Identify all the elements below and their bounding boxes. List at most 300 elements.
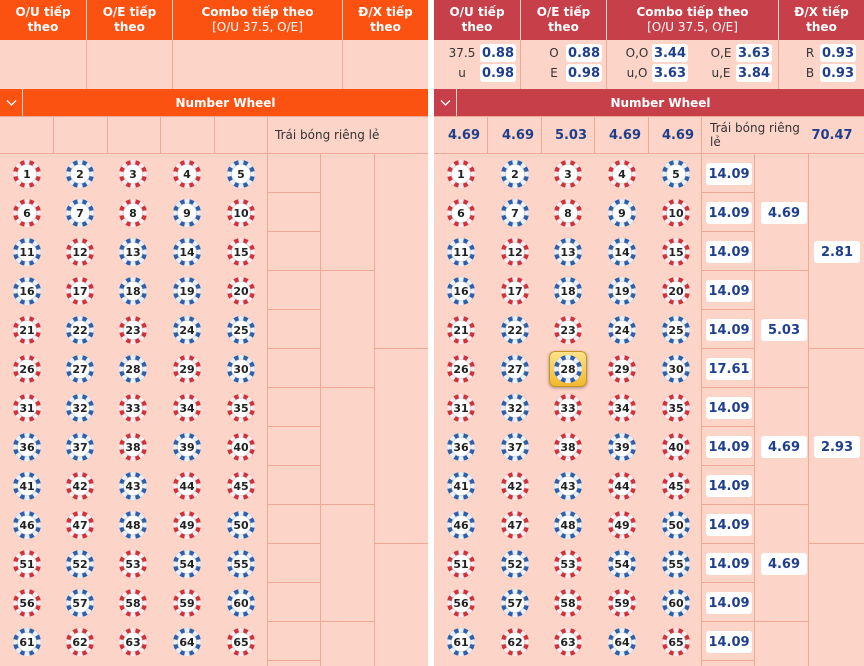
ball-number: 60	[233, 596, 249, 610]
lottery-ball[interactable]	[661, 510, 691, 540]
ball-number: 50	[233, 518, 249, 532]
single-ball-odds[interactable]: 70.47	[811, 127, 853, 143]
lottery-ball[interactable]	[172, 432, 202, 462]
lottery-ball[interactable]	[500, 354, 530, 384]
ball-number: 10	[233, 206, 249, 220]
lottery-ball[interactable]	[500, 588, 530, 618]
ball-number: 1	[23, 167, 31, 181]
row-odds[interactable]: 14.09	[706, 436, 752, 458]
number-wheel-bar: Number Wheel	[457, 89, 864, 116]
lottery-ball[interactable]	[446, 276, 476, 306]
lottery-ball[interactable]	[226, 549, 256, 579]
ball-number: 12	[507, 245, 523, 259]
lottery-ball[interactable]	[118, 276, 148, 306]
selected-ball[interactable]	[553, 354, 583, 384]
grid-line	[754, 270, 808, 271]
ball-number: 51	[453, 557, 469, 571]
combo-oe-label: O,E	[710, 46, 732, 60]
lottery-ball[interactable]	[607, 627, 637, 657]
lottery-ball[interactable]	[12, 510, 42, 540]
row-odds[interactable]: 14.09	[706, 280, 752, 302]
ball-number: 59	[614, 596, 630, 610]
lottery-ball[interactable]	[607, 432, 637, 462]
dx-red-label: R	[805, 46, 815, 60]
grid-line	[648, 116, 649, 154]
lottery-ball[interactable]	[118, 159, 148, 189]
row-odds[interactable]: 14.09	[706, 202, 752, 224]
lottery-ball[interactable]	[553, 549, 583, 579]
dx-red-odds[interactable]: 0.93	[821, 45, 855, 61]
ball-number: 65	[668, 635, 684, 649]
lottery-ball[interactable]	[226, 432, 256, 462]
ball-number: 3	[129, 167, 137, 181]
lottery-ball[interactable]	[607, 198, 637, 228]
lottery-ball[interactable]	[500, 393, 530, 423]
lottery-ball[interactable]	[12, 276, 42, 306]
grid-line	[701, 543, 754, 544]
lottery-ball[interactable]	[553, 393, 583, 423]
single-ball-label: Trái bóng riêng lẻ	[275, 128, 380, 142]
lottery-ball[interactable]	[661, 276, 691, 306]
ball-number: 32	[507, 401, 523, 415]
lottery-ball[interactable]	[65, 237, 95, 267]
lottery-ball[interactable]	[172, 354, 202, 384]
lottery-ball[interactable]	[553, 198, 583, 228]
lottery-ball[interactable]	[500, 432, 530, 462]
lottery-ball[interactable]	[12, 471, 42, 501]
ball-number: 43	[125, 479, 141, 493]
column-odds[interactable]: 5.03	[554, 127, 588, 143]
lottery-ball[interactable]	[172, 159, 202, 189]
ball-number: 21	[453, 323, 469, 337]
grid-line	[434, 116, 864, 117]
lottery-ball[interactable]	[661, 627, 691, 657]
left-betting-panel	[0, 0, 428, 666]
ball-number: 63	[560, 635, 576, 649]
lottery-ball[interactable]	[446, 237, 476, 267]
ball-number: 26	[453, 362, 469, 376]
combo-ue-label: u,E	[711, 66, 731, 80]
grid-line	[374, 153, 375, 666]
lottery-ball[interactable]	[65, 510, 95, 540]
lottery-ball[interactable]	[553, 315, 583, 345]
ball-number: 19	[179, 284, 195, 298]
grid-line	[267, 153, 268, 666]
lottery-ball[interactable]	[226, 198, 256, 228]
grid-line	[374, 348, 428, 349]
lottery-ball[interactable]	[118, 315, 148, 345]
ball-number: 27	[507, 362, 523, 376]
ball-number: 24	[614, 323, 630, 337]
lottery-ball[interactable]	[446, 198, 476, 228]
grid-line	[701, 270, 754, 271]
group-odds[interactable]: 5.03	[761, 319, 807, 341]
lottery-ball[interactable]	[607, 276, 637, 306]
ball-number: 41	[453, 479, 469, 493]
lottery-ball[interactable]	[226, 276, 256, 306]
lottery-ball[interactable]	[118, 549, 148, 579]
lottery-ball[interactable]	[500, 159, 530, 189]
combo-uo-label: u,O	[626, 66, 648, 80]
combo-oo-odds[interactable]: 3.44	[653, 45, 687, 61]
lottery-ball[interactable]	[65, 588, 95, 618]
lottery-ball[interactable]	[172, 471, 202, 501]
ball-number: 3	[564, 167, 572, 181]
grid-line	[808, 348, 864, 349]
ball-number: 30	[233, 362, 249, 376]
lottery-ball[interactable]	[12, 588, 42, 618]
ball-number: 4	[618, 167, 626, 181]
ball-number: 35	[233, 401, 249, 415]
ball-number: 48	[560, 518, 576, 532]
lottery-ball[interactable]	[65, 354, 95, 384]
ball-number: 27	[72, 362, 88, 376]
grid-line	[320, 270, 374, 271]
lottery-ball[interactable]	[172, 549, 202, 579]
ball-number: 63	[125, 635, 141, 649]
grid-line	[701, 387, 754, 388]
lottery-ball[interactable]	[226, 237, 256, 267]
ball-number: 23	[125, 323, 141, 337]
grid-line	[701, 153, 702, 666]
lottery-ball[interactable]	[661, 393, 691, 423]
lottery-ball[interactable]	[65, 549, 95, 579]
ball-number: 38	[125, 440, 141, 454]
row-odds[interactable]: 17.61	[706, 358, 752, 380]
row-odds[interactable]: 14.09	[706, 319, 752, 341]
grid-line	[267, 543, 320, 544]
row-odds[interactable]: 14.09	[706, 241, 752, 263]
ou-under-label: u	[458, 66, 466, 80]
oe-header: O/E tiếp theo	[521, 0, 606, 40]
grid-line	[267, 348, 320, 349]
ball-number: 11	[19, 245, 35, 259]
ball-number: 54	[179, 557, 195, 571]
lottery-ball[interactable]	[172, 627, 202, 657]
lottery-ball[interactable]	[118, 510, 148, 540]
lottery-ball[interactable]	[226, 471, 256, 501]
ball-number: 39	[614, 440, 630, 454]
oe-even-odds[interactable]: 0.98	[567, 65, 601, 81]
lottery-ball[interactable]	[65, 315, 95, 345]
ball-number: 12	[72, 245, 88, 259]
lottery-ball[interactable]	[607, 471, 637, 501]
lottery-ball[interactable]	[172, 198, 202, 228]
lottery-ball[interactable]	[500, 549, 530, 579]
grid-line	[214, 116, 215, 154]
grid-line	[487, 116, 488, 154]
ball-number: 50	[668, 518, 684, 532]
oe-odd-label: O	[549, 46, 559, 60]
ball-number: 64	[179, 635, 195, 649]
grid-line	[267, 116, 268, 154]
right-betting-panel	[434, 0, 864, 666]
large-group-odds[interactable]: 2.81	[814, 241, 860, 263]
lottery-ball[interactable]	[661, 315, 691, 345]
lottery-ball[interactable]	[446, 159, 476, 189]
lottery-ball[interactable]	[12, 549, 42, 579]
large-group-odds[interactable]: 2.93	[814, 436, 860, 458]
grid-line	[0, 116, 428, 117]
lottery-ball[interactable]	[661, 198, 691, 228]
dx-blue-odds[interactable]: 0.93	[821, 65, 855, 81]
lottery-ball[interactable]	[172, 276, 202, 306]
grid-line	[754, 504, 808, 505]
ball-number: 43	[560, 479, 576, 493]
ball-number: 36	[19, 440, 35, 454]
collapse-toggle[interactable]	[0, 89, 22, 116]
ball-number: 44	[614, 479, 630, 493]
lottery-ball[interactable]	[607, 354, 637, 384]
lottery-ball[interactable]	[500, 315, 530, 345]
lottery-ball[interactable]	[607, 510, 637, 540]
lottery-ball[interactable]	[661, 549, 691, 579]
ball-number: 40	[233, 440, 249, 454]
lottery-ball[interactable]	[500, 276, 530, 306]
lottery-ball[interactable]	[607, 393, 637, 423]
ball-number: 52	[507, 557, 523, 571]
ball-number: 7	[76, 206, 84, 220]
lottery-ball[interactable]	[65, 471, 95, 501]
grid-line	[754, 153, 755, 666]
ball-number: 28	[125, 362, 141, 376]
row-odds[interactable]: 14.09	[706, 514, 752, 536]
ball-number: 22	[72, 323, 88, 337]
column-odds[interactable]: 4.69	[661, 127, 695, 143]
lottery-ball[interactable]	[661, 471, 691, 501]
lottery-ball[interactable]	[500, 510, 530, 540]
row-odds[interactable]: 14.09	[706, 553, 752, 575]
ball-number: 47	[72, 518, 88, 532]
lottery-ball[interactable]	[553, 237, 583, 267]
lottery-ball[interactable]	[172, 393, 202, 423]
lottery-ball[interactable]	[226, 627, 256, 657]
lottery-ball[interactable]	[607, 159, 637, 189]
ball-number: 5	[237, 167, 245, 181]
ou-over-odds[interactable]: 0.88	[481, 45, 515, 61]
ball-number: 51	[19, 557, 35, 571]
ball-number: 47	[507, 518, 523, 532]
lottery-ball[interactable]	[65, 432, 95, 462]
ou-header: O/U tiếp theo	[434, 0, 520, 40]
group-odds[interactable]: 4.69	[761, 553, 807, 575]
ball-number: 28	[560, 362, 576, 376]
lottery-ball[interactable]	[226, 510, 256, 540]
ball-number: 58	[125, 596, 141, 610]
ball-number: 7	[511, 206, 519, 220]
lottery-ball[interactable]	[118, 393, 148, 423]
oe-odd-odds[interactable]: 0.88	[567, 45, 601, 61]
lottery-ball[interactable]	[118, 237, 148, 267]
ball-number: 37	[507, 440, 523, 454]
column-odds[interactable]: 4.69	[501, 127, 535, 143]
lottery-ball[interactable]	[446, 549, 476, 579]
ball-number: 13	[560, 245, 576, 259]
lottery-ball[interactable]	[118, 354, 148, 384]
lottery-ball[interactable]	[446, 432, 476, 462]
lottery-ball[interactable]	[661, 159, 691, 189]
column-odds[interactable]: 4.69	[447, 127, 481, 143]
ball-number: 1	[457, 167, 465, 181]
group-odds[interactable]: 4.69	[761, 202, 807, 224]
lottery-ball[interactable]	[553, 471, 583, 501]
ball-number: 61	[453, 635, 469, 649]
lottery-ball[interactable]	[553, 432, 583, 462]
lottery-ball[interactable]	[553, 159, 583, 189]
ball-number: 14	[614, 245, 630, 259]
combo-oe-odds[interactable]: 3.63	[737, 45, 771, 61]
grid-line	[808, 543, 864, 544]
lottery-ball[interactable]	[607, 237, 637, 267]
lottery-ball[interactable]	[172, 237, 202, 267]
combo-header	[607, 0, 778, 40]
grid-line	[267, 621, 320, 622]
ball-number: 45	[668, 479, 684, 493]
ball-number: 18	[560, 284, 576, 298]
lottery-ball[interactable]	[661, 354, 691, 384]
lottery-ball[interactable]	[553, 276, 583, 306]
lottery-ball[interactable]	[65, 159, 95, 189]
lottery-ball[interactable]	[12, 237, 42, 267]
grid-line	[594, 116, 595, 154]
lottery-ball[interactable]	[446, 315, 476, 345]
ball-number: 64	[614, 635, 630, 649]
combo-header-title: Combo tiếp theo	[201, 5, 314, 19]
ball-number: 53	[125, 557, 141, 571]
lottery-ball[interactable]	[12, 627, 42, 657]
lottery-ball[interactable]	[12, 393, 42, 423]
grid-line	[701, 582, 754, 583]
lottery-ball[interactable]	[172, 588, 202, 618]
grid-line	[701, 504, 754, 505]
group-odds[interactable]: 4.69	[761, 436, 807, 458]
lottery-ball[interactable]	[226, 588, 256, 618]
ball-number: 5	[672, 167, 680, 181]
chevron-down-icon	[6, 99, 17, 107]
row-odds[interactable]: 14.09	[706, 475, 752, 497]
ball-number: 59	[179, 596, 195, 610]
lottery-ball[interactable]	[500, 627, 530, 657]
lottery-ball[interactable]	[661, 432, 691, 462]
lottery-ball[interactable]	[65, 627, 95, 657]
combo-ue-odds[interactable]: 3.84	[737, 65, 771, 81]
lottery-ball[interactable]	[607, 315, 637, 345]
lottery-ball[interactable]	[500, 198, 530, 228]
grid-line	[320, 504, 374, 505]
lottery-ball[interactable]	[553, 588, 583, 618]
ball-number: 41	[19, 479, 35, 493]
lottery-ball[interactable]	[65, 276, 95, 306]
lottery-ball[interactable]	[172, 510, 202, 540]
row-odds[interactable]: 14.09	[706, 397, 752, 419]
grid-line	[701, 231, 754, 232]
grid-line	[267, 465, 320, 466]
lottery-ball[interactable]	[118, 627, 148, 657]
ball-number: 48	[125, 518, 141, 532]
lottery-ball[interactable]	[12, 159, 42, 189]
lottery-ball[interactable]	[661, 237, 691, 267]
lottery-ball[interactable]	[226, 354, 256, 384]
grid-line	[701, 426, 754, 427]
ball-number: 25	[668, 323, 684, 337]
ou-under-odds[interactable]: 0.98	[481, 65, 515, 81]
lottery-ball[interactable]	[226, 159, 256, 189]
grid-line	[320, 153, 321, 666]
lottery-ball[interactable]	[118, 432, 148, 462]
row-odds[interactable]: 14.09	[706, 163, 752, 185]
lottery-ball[interactable]	[12, 315, 42, 345]
lottery-ball[interactable]	[118, 588, 148, 618]
ball-number: 25	[233, 323, 249, 337]
grid-line	[701, 621, 754, 622]
ball-number: 16	[453, 284, 469, 298]
grid-line	[754, 621, 808, 622]
ball-number: 34	[179, 401, 195, 415]
lottery-ball[interactable]	[446, 588, 476, 618]
column-odds[interactable]: 4.69	[608, 127, 642, 143]
lottery-ball[interactable]	[607, 588, 637, 618]
row-odds[interactable]: 14.09	[706, 592, 752, 614]
lottery-ball[interactable]	[118, 198, 148, 228]
grid-line	[172, 40, 173, 89]
lottery-ball[interactable]	[446, 627, 476, 657]
grid-line	[808, 153, 809, 666]
lottery-ball[interactable]	[500, 237, 530, 267]
ball-number: 53	[560, 557, 576, 571]
ball-number: 15	[668, 245, 684, 259]
lottery-ball[interactable]	[12, 198, 42, 228]
ball-number: 4	[183, 167, 191, 181]
lottery-ball[interactable]	[65, 198, 95, 228]
ball-number: 26	[19, 362, 35, 376]
ball-number: 9	[618, 206, 626, 220]
ball-number: 8	[564, 206, 572, 220]
lottery-ball[interactable]	[607, 549, 637, 579]
lottery-ball[interactable]	[446, 510, 476, 540]
ball-number: 22	[507, 323, 523, 337]
row-odds[interactable]: 14.09	[706, 631, 752, 653]
lottery-ball[interactable]	[226, 315, 256, 345]
ball-number: 56	[19, 596, 35, 610]
ball-number: 33	[560, 401, 576, 415]
ball-number: 31	[453, 401, 469, 415]
ball-number: 11	[453, 245, 469, 259]
lottery-ball[interactable]	[446, 393, 476, 423]
lottery-ball[interactable]	[172, 315, 202, 345]
lottery-ball[interactable]	[118, 471, 148, 501]
grid-line	[434, 153, 864, 154]
ball-number: 20	[668, 284, 684, 298]
lottery-ball[interactable]	[446, 471, 476, 501]
grid-line	[374, 543, 428, 544]
grid-line	[267, 504, 320, 505]
lottery-ball[interactable]	[65, 393, 95, 423]
ball-number: 16	[19, 284, 35, 298]
collapse-toggle[interactable]	[434, 89, 456, 116]
lottery-ball[interactable]	[446, 354, 476, 384]
grid-line	[267, 192, 320, 193]
lottery-ball[interactable]	[500, 471, 530, 501]
lottery-ball[interactable]	[12, 432, 42, 462]
ball-number: 6	[23, 206, 31, 220]
lottery-ball[interactable]	[226, 393, 256, 423]
lottery-ball[interactable]	[553, 627, 583, 657]
lottery-ball[interactable]	[553, 510, 583, 540]
lottery-ball[interactable]	[12, 354, 42, 384]
ball-number: 60	[668, 596, 684, 610]
combo-uo-odds[interactable]: 3.63	[653, 65, 687, 81]
lottery-ball[interactable]	[661, 588, 691, 618]
